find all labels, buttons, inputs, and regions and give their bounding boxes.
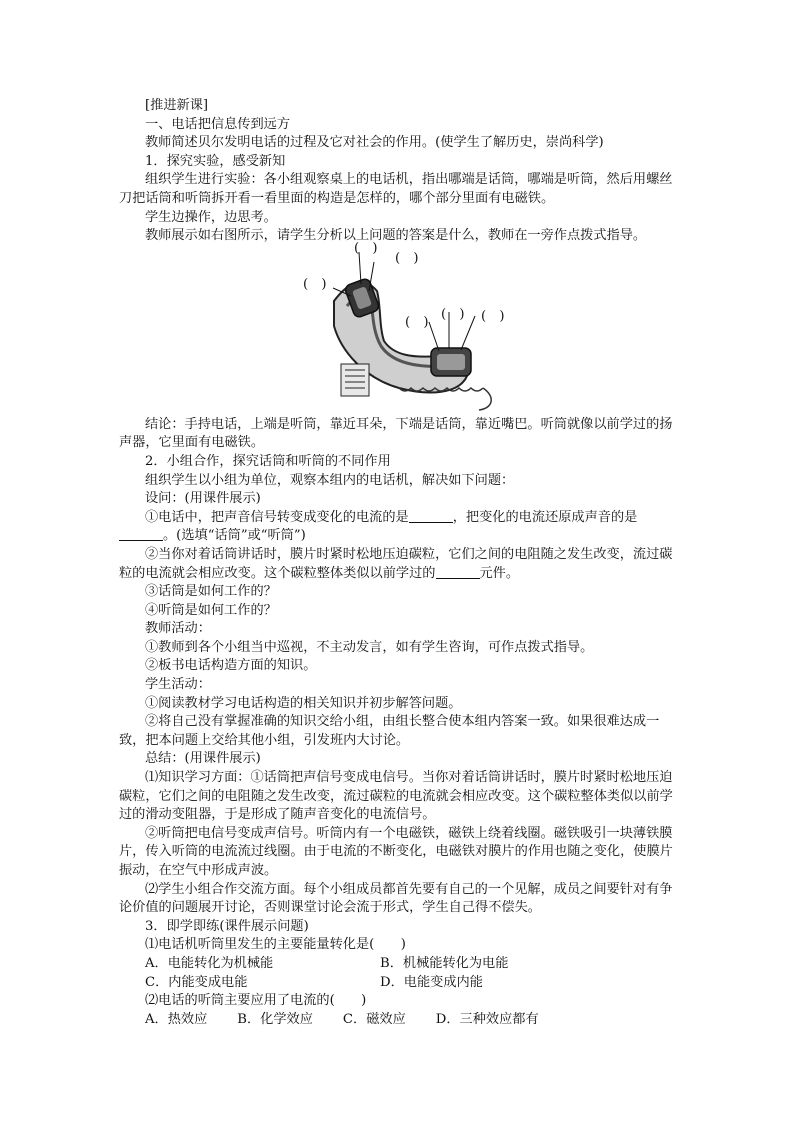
choice-option: B．化学效应 [237,1011,313,1027]
exercise-question: ⑵电话的听筒主要应用了电流的( ) [145,993,367,1009]
paragraph: ⑵学生小组合作交流方面。每个小组成员都首先要有自己的一个见解，成员之间要针对有争论价值的问题展开讨论，否则课堂讨论会流于形式，学生自己得不偿失。 [119,881,673,916]
figure-blank-label: ( ) [405,314,429,330]
section-tag: [推进新课] [145,98,209,113]
question-text: 元件。 [479,565,520,581]
figure-blank-label: ( ) [441,306,465,322]
choice-option: D．电能变成内能 [380,974,483,990]
paragraph: ②将自己没有掌握准确的知识交给小组，由组长整合使本组内答案一致。如果很难达成一致，把本问题上交给其他小组，引发班内大讨论。 [119,714,660,748]
choice-option: C．内能变成电能 [145,974,248,990]
choice-option: A．热效应 [145,1011,208,1027]
choice-option: D．三种效应都有 [435,1011,539,1027]
choice-row [119,1011,679,1030]
paragraph: ②板书电话构造方面的知识。 [145,658,317,674]
paragraph: 学生边操作，边思考。 [145,209,277,225]
figure-blank-label: ( ) [303,276,327,292]
paragraph: 教师简述贝尔发明电话的过程及它对社会的作用。(使学生了解历史，崇尚科学) [145,135,604,151]
paragraph: 组织学生进行实验：各小组观察桌上的电话机，指出哪端是话筒，哪端是听筒，然后用螺丝刀把话筒和听筒拆开看一看里面的构造是怎样的，哪个部分里面有电磁铁。 [119,172,673,206]
question-paragraph [119,546,679,583]
choice-option: C．磁效应 [342,1011,406,1027]
question-text: ，把变化的电流还原成声音的是 [452,509,638,525]
telephone-figure [119,240,679,416]
paragraph: 教师展示如右图所示，请学生分析以上问题的答案是什么，教师在一旁作点拨式指导。 [145,228,647,244]
document-body [119,97,679,1029]
question-item: ④听筒是如何工作的？ [145,602,277,618]
paragraph: 设问：(用课件展示) [145,491,261,507]
question-item: ③话筒是如何工作的？ [145,584,277,600]
paragraph: ①阅读教材学习电话构造的相关知识并初步解答问题。 [145,695,462,711]
paragraph: ①教师到各个小组当中巡视，不主动发言，如有学生咨询，可作点拨式指导。 [145,639,594,655]
subheading: 3．即学即练(课件展示问题) [145,918,309,934]
fill-blank [119,527,163,541]
choice-row [119,955,679,974]
paragraph: 教师活动： [145,621,211,637]
figure-blank-label: ( ) [354,240,378,256]
fill-blank [409,509,453,523]
question-text: ①电话中，把声音信号转变成变化的电流的是 [145,509,409,525]
question-text: ②当你对着话筒讲话时，膜片时紧时松地压迫碳粒，它们之间的电阻随之发生改变，流过碳粒的电流就会相应改变。这个碳粒整体类似以前学过的 [119,546,673,581]
conclusion-paragraph: 结论：手持电话，上端是听筒，靠近耳朵，下端是话筒，靠近嘴巴。听筒就像以前学过的扬声器，它里面有电磁铁。 [119,416,673,451]
section-heading: 一、电话把信息传到远方 [145,116,291,132]
fill-blank [436,565,480,579]
choice-option: A．电能转化为机械能 [145,955,274,971]
paragraph: 总结：(用课件展示) [145,751,261,767]
paragraph: ②听筒把电信号变成声信号。听筒内有一个电磁铁，磁铁上绕着线圈。磁铁吸引一块薄铁膜片，传入听筒的电流流过线圈。由于电流的不断变化，电磁铁对膜片的作用也随之变化，使膜片振动，在空气中形成声波。 [119,825,673,878]
paragraph: 学生活动： [145,677,211,693]
subheading: 1．探究实验，感受新知 [145,153,286,169]
figure-blank-label: ( ) [481,308,505,324]
question-paragraph [119,509,679,546]
choice-row [119,974,679,993]
subheading: 2．小组合作，探究话筒和听筒的不同作用 [145,453,391,469]
choice-option: B．机械能转化为电能 [380,955,509,971]
figure-blank-label: ( ) [395,250,419,266]
paragraph: ⑴知识学习方面：①话筒把声信号变成电信号。当你对着话筒讲话时，膜片时紧时松地压迫碳粒，它们之间的电阻随之发生改变，流过碳粒的电流就会相应改变。这个碳粒整体类似以前学过的滑动变阻器，于是形成了随声音变化的电流信号。 [119,770,673,823]
exercise-question: ⑴电话机听筒里发生的主要能量转化是( ) [145,937,406,953]
paragraph: 组织学生以小组为单位，观察本组内的电话机，解决如下问题： [145,472,515,488]
question-text: 。(选填“话筒”或“听筒”) [163,528,306,544]
